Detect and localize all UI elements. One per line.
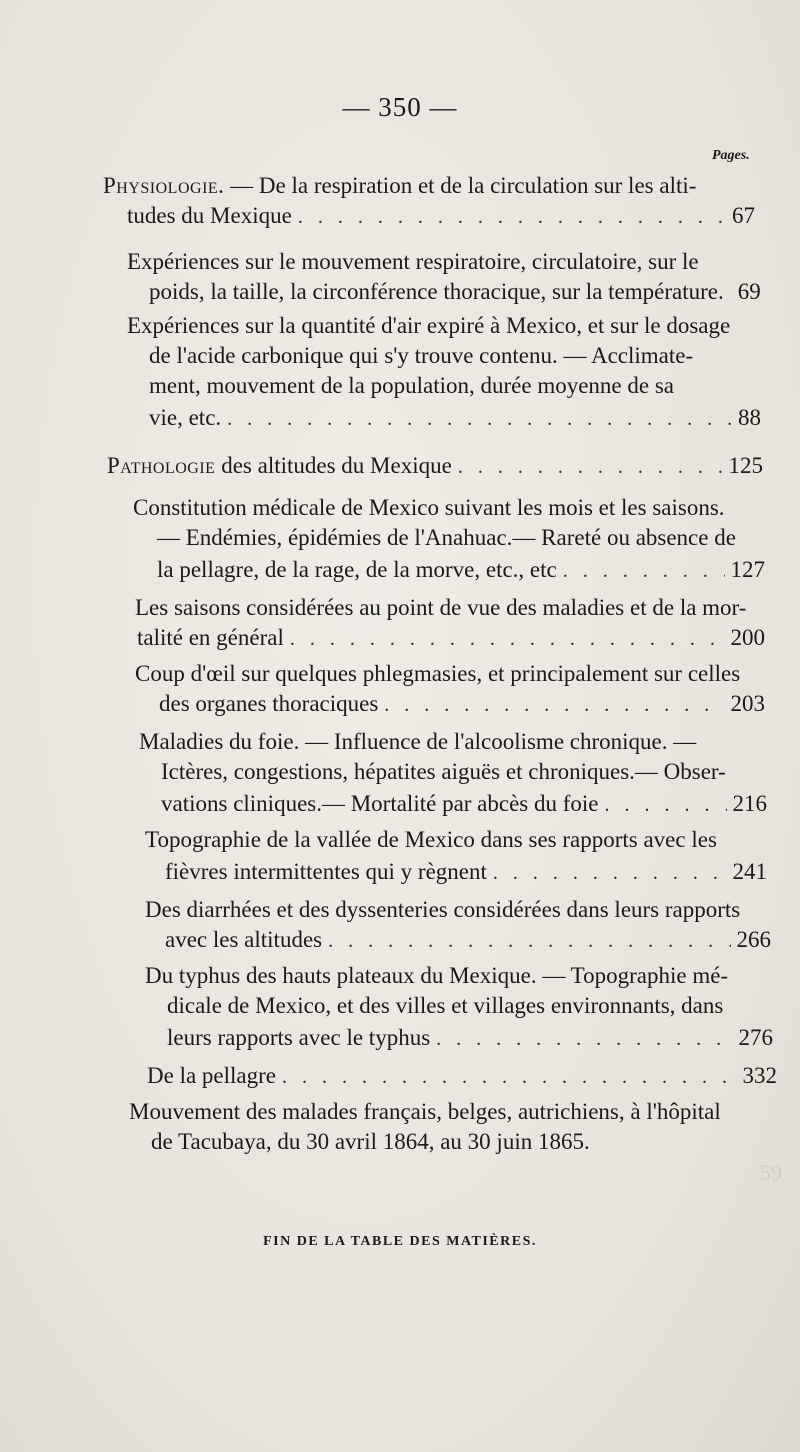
toc-entry-row (127, 202, 755, 231)
toc-entry-text: Expériences sur le mouvement respiratoire, circulatoire, sur le (127, 249, 699, 274)
toc-entry-row (165, 858, 767, 887)
page-ref: 69 (737, 279, 761, 304)
leader-dots (282, 1063, 737, 1091)
toc-entry-text: tudes du Mexique (127, 203, 292, 228)
leader-dots (328, 927, 730, 955)
toc-entry-pathologie (107, 452, 763, 481)
toc-entry-text: dicale de Mexico, et des villes et villages environnants, dans (167, 993, 724, 1018)
toc-entry-row (149, 404, 761, 433)
toc-entry-text: vie, etc. (149, 405, 222, 430)
section-lead: Physiologie. (103, 173, 225, 198)
pages-column-label: Pages. (712, 148, 750, 163)
page-ref: 276 (738, 1025, 773, 1050)
toc-entry-text: Expériences sur la quantité d'air expiré à Mexico, et sur le dosage (127, 313, 731, 338)
toc-entry-text: fièvres intermittentes qui y règnent (165, 859, 487, 884)
toc-entry-text: vations cliniques.— Mortalité par abcès du foie (161, 791, 599, 816)
leader-dots (563, 557, 725, 585)
page-ref: 200 (730, 625, 765, 650)
leader-dots (436, 1025, 732, 1053)
toc-entry-row (149, 278, 769, 306)
toc-entry-text: Mouvement des malades français, belges, autrichiens, à l'hôpital (129, 1099, 721, 1124)
toc-entry-row (137, 624, 765, 653)
toc-entry-row (165, 926, 771, 955)
toc-entry-row (161, 790, 767, 819)
toc-entry-text: des altitudes du Mexique (215, 453, 452, 478)
page-ref: 332 (742, 1063, 777, 1088)
toc-entry-text: Topographie de la vallée de Mexico dans ses rapports avec les (145, 827, 717, 852)
page-ref: 216 (732, 791, 767, 816)
page-ref: 266 (736, 927, 771, 952)
toc-entry-text: — Endémies, épidémies de l'Anahuac.— Rareté ou absence de (157, 525, 736, 550)
leader-dots (493, 859, 727, 887)
toc-entry-text: de Tacubaya, du 30 avril 1864, au 30 juin 1865. (151, 1129, 590, 1154)
page-ref: 88 (738, 405, 761, 430)
bleed-through: 59 (760, 1160, 782, 1185)
toc-entry-text: ment, mouvement de la population, durée moyenne de sa (149, 373, 675, 398)
toc-entry-text: — De la respiration et de la circulation sur les alti- (230, 173, 697, 198)
page-number: — 350 — (342, 92, 458, 122)
page-ref: 241 (732, 859, 767, 884)
toc-entry-text: poids, la taille, la circonférence thoracique, sur la température. (149, 279, 724, 304)
toc-entry-row (147, 1062, 777, 1091)
toc-entry-text: Les saisons considérées au point de vue des maladies et de la mor- (135, 595, 747, 620)
toc-entry-text: de l'acide carbonique qui s'y trouve contenu. — Acclimate- (149, 343, 694, 368)
leader-dots (227, 405, 732, 433)
toc-entry-text: Des diarrhées et des dyssenteries considérées dans leurs rapports (145, 897, 741, 922)
toc-entry-text: des organes thoraciques (159, 691, 379, 716)
toc-entry-physiologie (103, 172, 696, 200)
toc-entry-text: Constitution médicale de Mexico suivant les mois et les saisons. (133, 495, 725, 520)
toc-entry-row (159, 690, 765, 719)
end-of-table-caption: FIN DE LA TABLE DES MATIÈRES. (263, 1234, 537, 1249)
leader-dots (458, 453, 723, 481)
toc-entry-text: Ictères, congestions, hépatites aiguës et chroniques.— Obser- (161, 759, 726, 784)
toc-entry-text: avec les altitudes (165, 927, 323, 952)
leader-dots (298, 203, 726, 231)
toc-entry-text: Maladies du foie. — Influence de l'alcoolisme chronique. — (139, 729, 697, 754)
toc-entry-row (167, 1024, 773, 1053)
page-ref: 127 (730, 557, 765, 582)
toc-entry-text: Coup d'œil sur quelques phlegmasies, et principalement sur celles (135, 661, 741, 686)
page-ref: 125 (728, 453, 763, 478)
toc-entry-text: la pellagre, de la rage, de la morve, etc., etc (157, 557, 557, 582)
toc-entry-text: leurs rapports avec le typhus (167, 1025, 431, 1050)
leader-dots (290, 625, 725, 653)
toc-entry-text: talité en général (137, 625, 284, 650)
leader-dots (384, 691, 724, 719)
toc-entry-text: Du typhus des hauts plateaux du Mexique. — Topographie mé- (145, 963, 729, 988)
page-ref: 67 (732, 203, 755, 228)
section-lead: Pathologie (107, 453, 216, 478)
toc-entry-row (157, 556, 765, 585)
leader-dots (605, 791, 727, 819)
toc-entry-text: De la pellagre (147, 1063, 276, 1088)
page-ref: 203 (730, 691, 765, 716)
